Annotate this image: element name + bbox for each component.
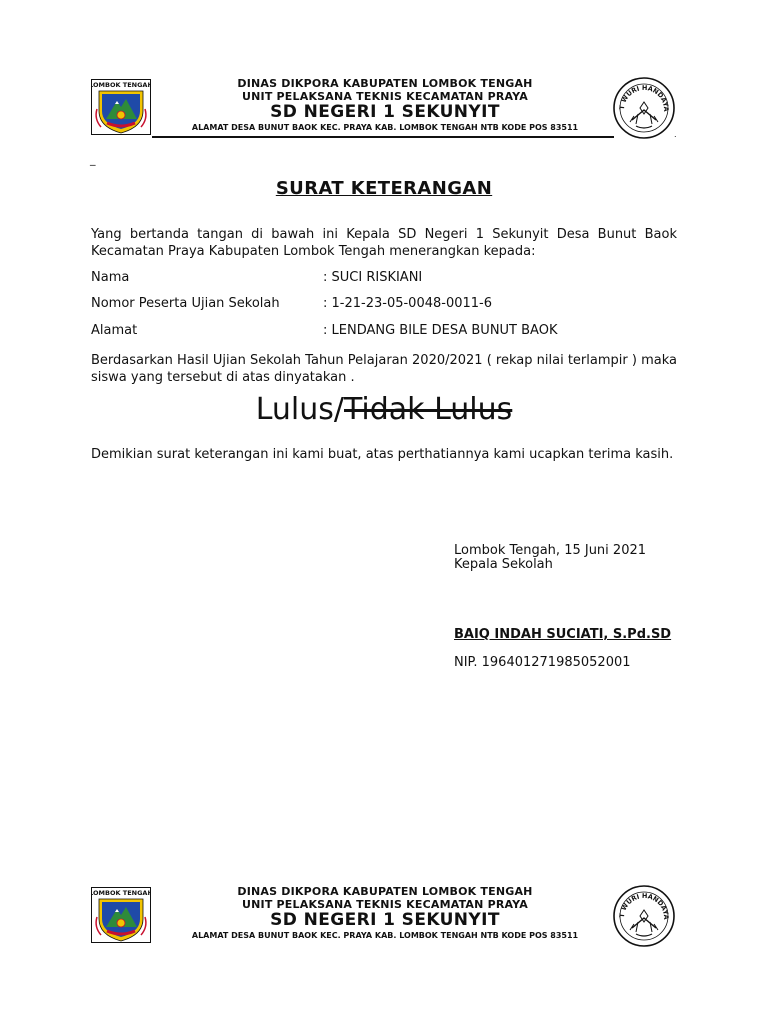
signatory-nip: NIP. 196401271985052001 — [454, 655, 631, 670]
lombok-tengah-emblem-icon — [91, 79, 151, 135]
field-value: : SUCI RISKIANI — [323, 270, 423, 285]
lombok-tengah-emblem-icon — [91, 887, 151, 943]
field-label: Alamat — [91, 323, 138, 338]
school-address: ALAMAT DESA BUNUT BAOK KEC. PRAYA KAB. LOMBOK TENGAH NTB KODE POS 83511 — [191, 123, 579, 132]
svg-text:LOMBOK TENGAH: LOMBOK TENGAH — [91, 81, 151, 89]
svg-text:LOMBOK TENGAH: LOMBOK TENGAH — [91, 889, 151, 897]
closing-paragraph: Demikian surat keterangan ini kami buat, atas perthatiannya kami ucapkan terima kasih. — [91, 447, 674, 462]
agency-name: DINAS DIKPORA KABUPATEN LOMBOK TENGAH — [237, 885, 533, 898]
signatory-role: Kepala Sekolah — [454, 557, 553, 572]
unit-name: UNIT PELAKSANA TEKNIS KECAMATAN PRAYA — [241, 898, 528, 911]
unit-name: UNIT PELAKSANA TEKNIS KECAMATAN PRAYA — [241, 90, 528, 103]
result-paragraph: Berdasarkan Hasil Ujian Sekolah Tahun Pelajaran 2020/2021 ( rekap nilai terlampir ) maka siswa yang tersebut di atas dinyatakan . — [91, 353, 677, 385]
place-date: Lombok Tengah, 15 Juni 2021 — [454, 543, 647, 558]
tut-wuri-handayani-seal-icon — [612, 76, 676, 140]
field-label: Nomor Peserta Ujian Sekolah — [91, 296, 280, 311]
page-mark: _ — [90, 153, 96, 166]
field-label: Nama — [91, 270, 130, 285]
graduation-status — [0, 392, 768, 427]
tut-wuri-handayani-seal-icon — [612, 884, 676, 948]
intro-paragraph: Yang bertanda tangan di bawah ini Kepala SD Negeri 1 Sekunyit Desa Bunut Baok Kecamatan Praya Kabupaten Lombok Tengah menerangkan kepada: — [91, 227, 677, 259]
signatory-name: BAIQ INDAH SUCIATI, S.Pd.SD — [454, 627, 672, 642]
field-value: : LENDANG BILE DESA BUNUT BAOK — [323, 323, 558, 338]
svg-text:TUT WURI HANDAYANI: T WURI HANDAYA — [617, 83, 671, 112]
school-name: SD NEGERI 1 SEKUNYIT — [270, 102, 500, 122]
letterhead-dot: . — [674, 130, 677, 139]
status-pass: Lulus/ — [255, 392, 345, 427]
document-title: SURAT KETERANGAN — [275, 178, 493, 199]
letterhead-rule — [152, 136, 614, 138]
school-name: SD NEGERI 1 SEKUNYIT — [270, 910, 500, 930]
letterhead-bottom — [88, 884, 688, 948]
field-value: : 1-21-23-05-0048-0011-6 — [323, 296, 492, 311]
status-fail-struck: Tidak Lulus — [344, 392, 513, 427]
agency-name: DINAS DIKPORA KABUPATEN LOMBOK TENGAH — [237, 77, 533, 90]
letterhead-top — [88, 76, 688, 140]
school-address: ALAMAT DESA BUNUT BAOK KEC. PRAYA KAB. LOMBOK TENGAH NTB KODE POS 83511 — [191, 931, 579, 940]
svg-text:TUT WURI HANDAYANI: T WURI HANDAYA — [617, 891, 671, 920]
